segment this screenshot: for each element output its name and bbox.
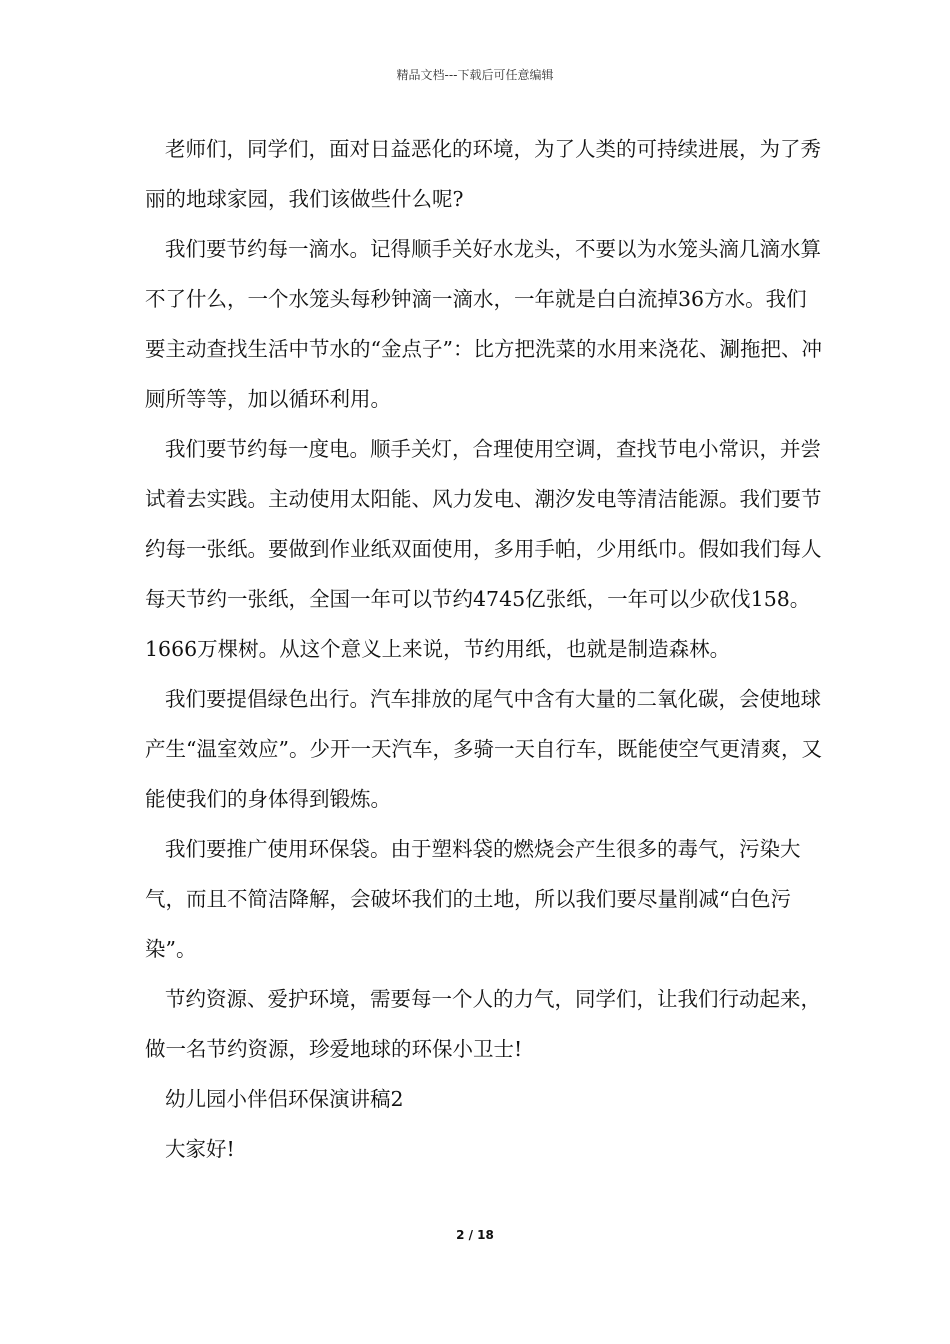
document-body [145,124,825,1174]
section-title: 幼儿园小伴侣环保演讲稿2 [165,1087,404,1111]
page-header: 精品文档---下载后可任意编辑 [396,68,554,82]
paragraph-green-travel: 我们要提倡绿色出行。汽车排放的尾气中含有大量的二氧化碳，会使地球产生“温室效应”。少开一天汽车，多骑一天自行车，既能使空气更清爽，又能使我们的身体得到锻炼。 [145,687,822,811]
paragraph-save-water: 我们要节约每一滴水。记得顺手关好水龙头，不要以为水笼头滴几滴水算不了什么，一个水笼头每秒钟滴一滴水，一年就是白白流掉36方水。我们要主动查找生活中节水的“金点子”：比方把洗菜的水用来浇花、涮拖把、冲厕所等等，加以循环利用。 [145,237,822,411]
paragraph-greeting: 大家好! [165,1137,235,1161]
page-number: 2 / 18 [456,1228,494,1242]
paragraph-conclusion: 节约资源、爱护环境，需要每一个人的力气，同学们，让我们行动起来，做一名节约资源，珍爱地球的环保小卫士! [145,987,821,1061]
paragraph-eco-bags: 我们要推广使用环保袋。由于塑料袋的燃烧会产生很多的毒气，污染大气，而且不简洁降解，会破坏我们的土地，所以我们要尽量削减“白色污染”。 [145,837,801,961]
paragraph-save-electricity-paper: 我们要节约每一度电。顺手关灯，合理使用空调，查找节电小常识，并尝试着去实践。主动使用太阳能、风力发电、潮汐发电等清洁能源。我们要节约每一张纸。要做到作业纸双面使用，多用手帕，少用纸巾。假如我们每人每天节约一张纸，全国一年可以节约4745亿张纸，一年可以少砍伐158。1666万棵树。从这个意义上来说，节约用纸，也就是制造森林。 [145,437,822,661]
paragraph-intro: 老师们，同学们，面对日益恶化的环境，为了人类的可持续进展，为了秀丽的地球家园，我们该做些什么呢? [145,137,821,211]
